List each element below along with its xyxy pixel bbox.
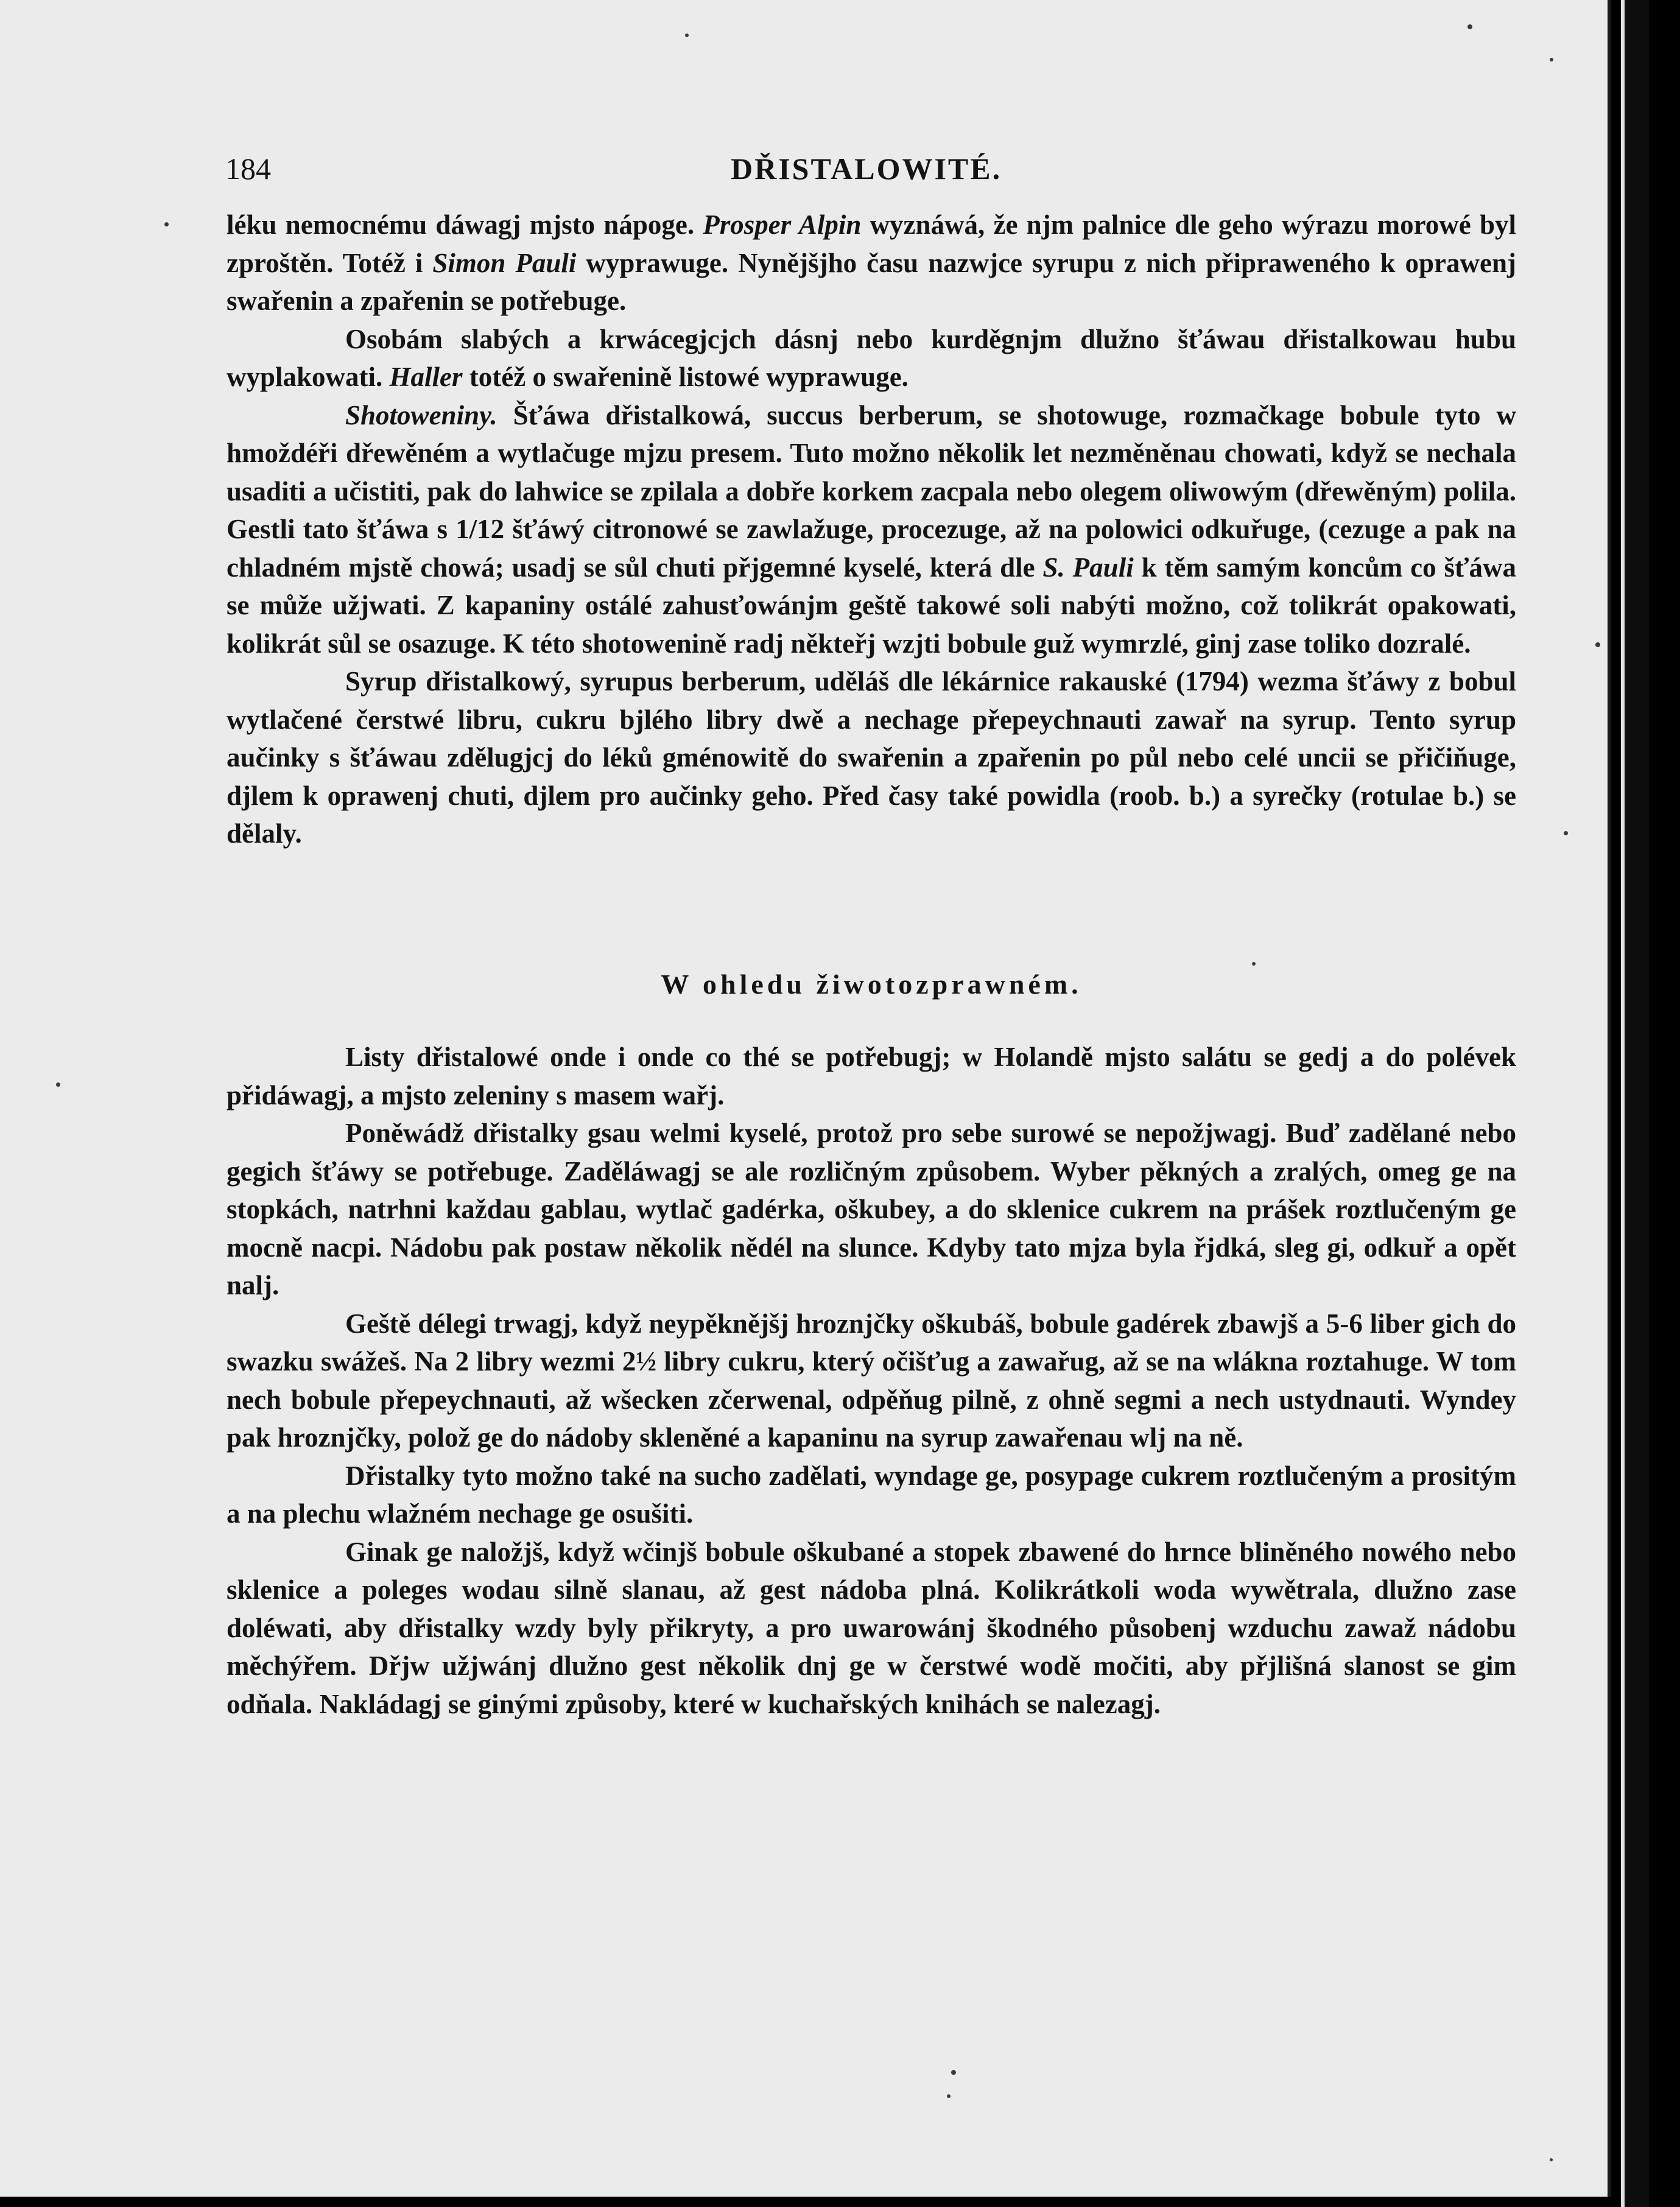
author-name-simon-pauli: Simon Pauli (432, 247, 577, 278)
scan-speck (947, 2094, 951, 2098)
text-segment: Šťáwa dřistalkowá, succus berberum, se shotowuge, rozmačkage bobule tyto w hmoždéři dřewěném a wytlačuge mjzu presem. Tuto možno několik let nezměněnau chowati, když se nechala usaditi a učistiti, pak do lahwice se zpilala a dobře korkem zacpala nebo olegem oliwowým (dřewěným) polila. Gestli tato šťáwa s 1/12 šťáwý citronowé se zawlažuge, procezuge, až na polowici odkuřuge, (cezuge a pak na chladném mjstě chowá; usadj se sůl chuti přjgemné kyselé, která dle (227, 399, 1516, 583)
paragraph-5: Listy dřistalowé onde i onde co thé se potřebugj; w Holandě mjsto salátu se gedj a do polévek přidáwagj, a mjsto zeleniny s masem wařj. (227, 1042, 1516, 1111)
author-name-prosper-alpin: Prosper Alpin (703, 209, 862, 240)
running-head: DŘISTALOWITÉ. (731, 152, 1002, 186)
scan-speck (1550, 58, 1553, 61)
section-heading: W ohledu žiwotozprawném. (661, 969, 1082, 1000)
paragraph-8: Dřistalky tyto možno také na sucho zadělati, wyndage ge, posypage cukrem roztlučeným a prositým a na plechu wlažném nechage ge osušiti. (227, 1460, 1516, 1529)
scan-speck (56, 1082, 60, 1087)
paragraph-1 (227, 206, 1516, 320)
text-segment: totéž o swařenině listowé wyprawuge. (462, 362, 909, 392)
scan-speck (1564, 831, 1568, 835)
text-segment: wyprawuge. Nynějšjho času nazwjce syrupu z nich připraweného k oprawenj swařenin a zpařenin se potřebuge. (227, 247, 1516, 316)
scan-edge-strip (1621, 0, 1649, 2207)
bottom-text-block (227, 1038, 1516, 1723)
text-segment: Osobám slabých a krwácegjcjch dásnj nebo kurděgnjm dlužno šťáwau dřistalkowau hubu wyplakowati. (227, 323, 1516, 392)
paragraph-9: Ginak ge naložjš, když wčinjš bobule oškubané a stopek zbawené do hrnce bliněného nowého nebo sklenice a poleges wodau silně slanau, až gest nádoba plná. Kolikrátkoli woda wywětrala, dlužno zase doléwati, aby dřistalky wzdy byly přikryty, a pro uwarowánj škodného působenj wzduchu zawaž nádobu měchýřem. Dřjw užjwánj dlužno gest několik dnj ge w čerstwé wodě močiti, aby přjlišná slanost se gim odňala. Nakládagj se ginými způsoby, které w kuchařských knihách se nalezagj. (227, 1536, 1516, 1719)
scan-speck (1595, 642, 1600, 647)
paragraph-4 (227, 662, 1516, 853)
subheading-shotoweniny: Shotoweniny. (345, 399, 497, 430)
paragraph-2 (227, 320, 1516, 396)
text-segment: léku nemocnému dáwagj mjsto nápoge. (227, 209, 703, 240)
scan-speck (685, 33, 689, 37)
paragraph-7: Geště délegi trwagj, když neypěknějšj hroznjčky oškubáš, bobule gadérek zbawjš a 5-6 liber gich do swazku swážeš. Na 2 libry wezmi 2½ libry cukru, který očišťug a zawařug, až se na wlákna roztahuge. W tom nech bobule přepeychnauti, až wšecken zčerwenal, odpěňug pilně, z ohně segmi a nech ustydnauti. Wyndey pak hroznjčky, polož ge do nádoby skleněné a kapaninu na syrup zawařenau wlj na ně. (227, 1308, 1516, 1453)
author-name-haller: Haller (389, 362, 463, 392)
text-segment: wyznáwá, že njm palnice dle geho wýrazu morowé byl zproštěn. Totéž i (227, 209, 1516, 278)
text-segment: Syrup dřistalkowý, syrupus berberum, uděláš dle lékárnice rakauské (1794) wezma šťáwy z bobul wytlačené čerstwé libru, cukru bjlého libry dwě a nechage přepeychnauti zawař na syrup. Tento syrup aučinky s šťáwau zdělugjcj do léků gménowitě do swařenin a zpařenin po půl nebo celé uncii se přičiňuge, djlem k oprawenj chuti, djlem pro aučinky geho. Před časy také powidla (roob. b.) a syrečky (rotulae b.) se dělaly. (227, 666, 1516, 849)
scan-speck (951, 2070, 956, 2075)
scan-speck (1550, 2158, 1553, 2161)
page-number: 184 (225, 152, 271, 186)
scan-speck (164, 222, 169, 226)
paragraph-6: Poněwádž dřistalky gsau welmi kyselé, protož pro sebe surowé se nepožjwagj. Buď zadělané nebo gegich šťáwy se potřebuge. Zaděláwagj se ale rozličným způsobem. Wyber pěkných a zralých, omeg ge na stopkách, natrhni každau gablau, wytlač gadérka, oškubey, a do sklenice cukrem na prášek roztlučeným ge mocně nacpi. Nádobu pak postaw několik nědél na slunce. Kdyby tato mjza byla řjdká, sleg gi, odkuř a opět nalj. (227, 1118, 1516, 1300)
paragraph-3 (227, 396, 1516, 663)
page-header (225, 151, 1534, 188)
scan-speck (1467, 24, 1472, 29)
text-segment: k těm samým koncům co šťáwa se může užjwati. Z kapaniny ostálé zahusťowánjm geště takowé soli nabýti možno, což tolikrát opakowati, kolikrát sůl se osazuge. K této shotowenině radj někteřj wzjti bobule guž wymrzlé, ginj zase toliko dozralé. (227, 552, 1517, 659)
top-text-block (227, 206, 1516, 853)
author-name-s-pauli: S. Pauli (1042, 552, 1134, 583)
scan-speck (1252, 962, 1256, 966)
